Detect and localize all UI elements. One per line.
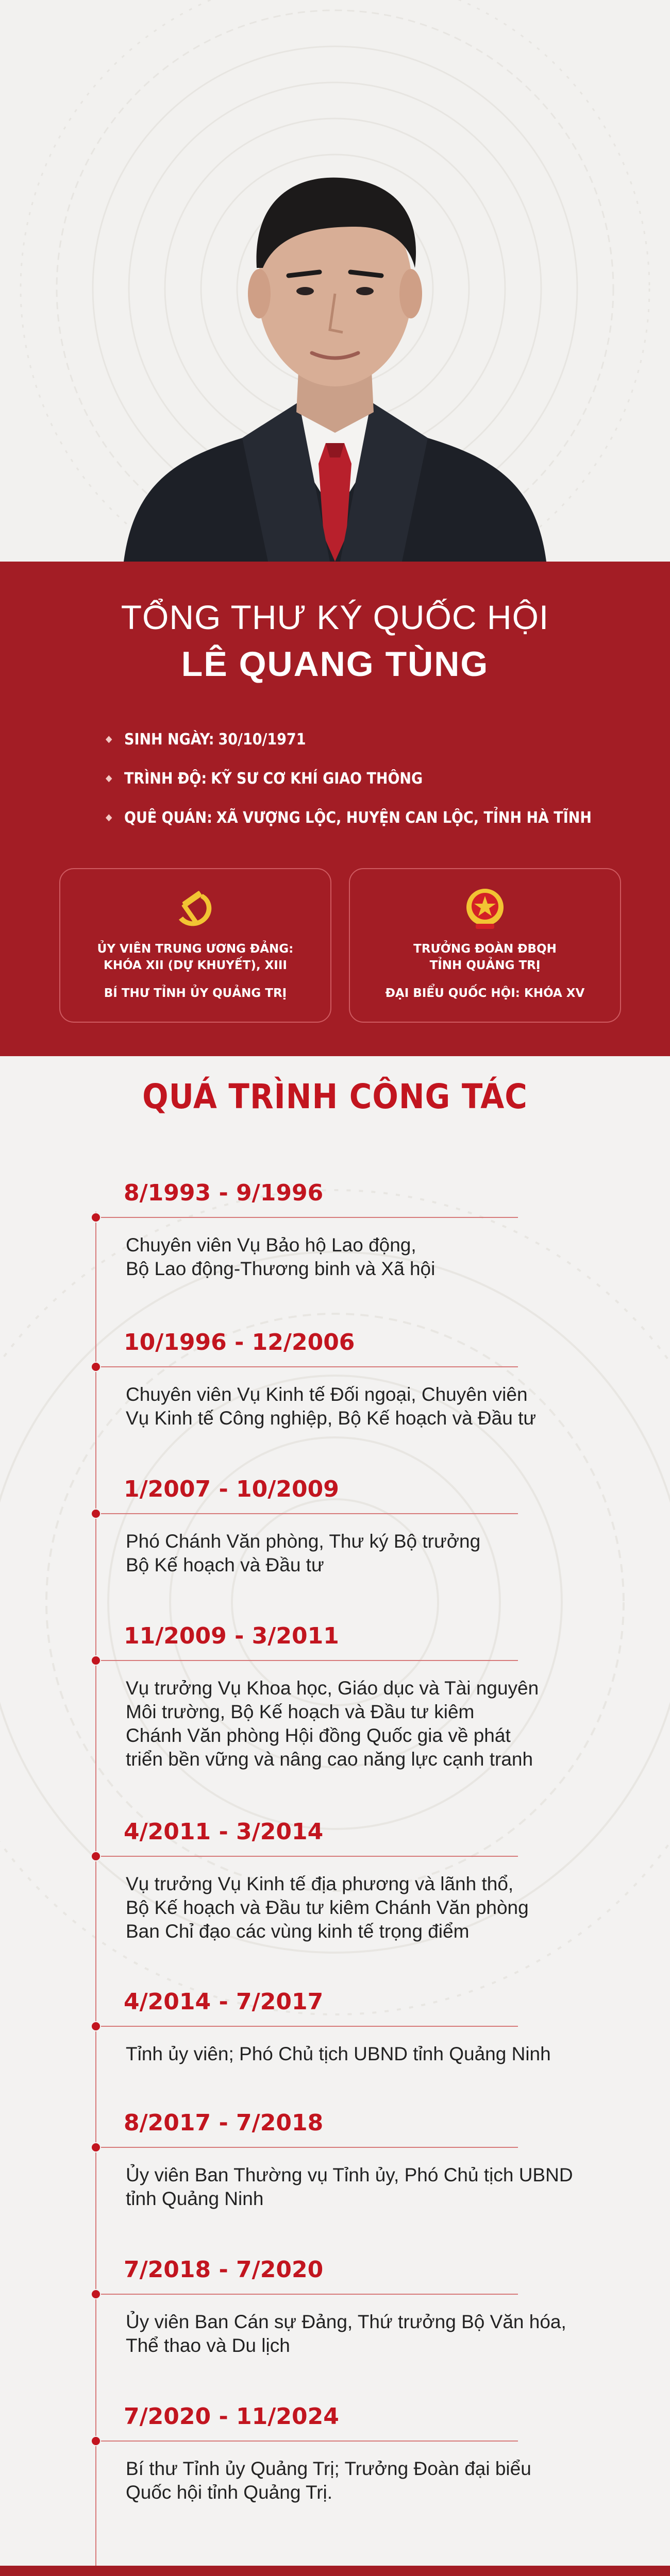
entry-date: 8/2017 - 7/2018 bbox=[124, 2110, 324, 2136]
entry-description bbox=[126, 1676, 600, 1771]
fact-hometown bbox=[106, 805, 592, 831]
desc-line: Thể thao và Du lịch bbox=[126, 2335, 290, 2356]
desc-line: Bí thư Tỉnh ủy Quảng Trị; Trưởng Đoàn đại biểu bbox=[126, 2458, 531, 2479]
desc-line: Vụ trưởng Vụ Kinh tế địa phương và lãnh thổ, bbox=[126, 1873, 514, 1894]
hero-section bbox=[0, 0, 670, 562]
fact-value: 30/10/1971 bbox=[218, 730, 306, 749]
entry-description bbox=[126, 2163, 600, 2211]
national-assembly-role-card bbox=[349, 868, 621, 1023]
entry-description bbox=[126, 1383, 600, 1430]
party-role-card bbox=[59, 868, 331, 1023]
card-line: KHÓA XII (DỰ KHUYẾT), XIII bbox=[104, 959, 287, 972]
desc-line: Ủy viên Ban Cán sự Đảng, Thứ trưởng Bộ Văn hóa, bbox=[126, 2311, 566, 2332]
entry-divider bbox=[95, 1217, 518, 1218]
entry-date: 7/2018 - 7/2020 bbox=[124, 2257, 324, 2283]
entry-date: 4/2011 - 3/2014 bbox=[124, 1819, 324, 1845]
diamond-bullet-icon: ◆ bbox=[106, 812, 112, 823]
national-emblem-icon bbox=[460, 884, 510, 933]
diamond-bullet-icon: ◆ bbox=[106, 734, 112, 744]
election-announcement-section bbox=[0, 2566, 670, 2576]
timeline-dot bbox=[91, 1362, 101, 1372]
entry-divider bbox=[95, 1513, 518, 1514]
diamond-bullet-icon: ◆ bbox=[106, 773, 112, 784]
fact-value: KỸ SƯ CƠ KHÍ GIAO THÔNG bbox=[211, 769, 423, 788]
entry-divider bbox=[95, 2147, 518, 2148]
entry-date: 10/1996 - 12/2006 bbox=[124, 1329, 355, 1355]
desc-line: Ủy viên Ban Thường vụ Tỉnh ủy, Phó Chủ tịch UBND bbox=[126, 2164, 573, 2185]
timeline-dot bbox=[91, 2436, 101, 2446]
timeline-dot bbox=[91, 2142, 101, 2153]
timeline-title: QUÁ TRÌNH CÔNG TÁC bbox=[142, 1077, 528, 1116]
fact-key: SINH NGÀY: bbox=[124, 730, 214, 749]
entry-description bbox=[126, 1872, 600, 1943]
card-line: ĐẠI BIỂU QUỐC HỘI: KHÓA XV bbox=[385, 987, 585, 1000]
entry-description bbox=[126, 1233, 600, 1281]
fact-value: XÃ VƯỢNG LỘC, HUYỆN CAN LỘC, TỈNH HÀ TĨNH bbox=[216, 808, 592, 827]
entry-description bbox=[126, 1530, 600, 1577]
desc-line: Bộ Kế hoạch và Đầu tư kiêm Chánh Văn phòng bbox=[126, 1897, 529, 1918]
entry-description bbox=[126, 2042, 600, 2066]
fact-key: QUÊ QUÁN: bbox=[124, 808, 212, 827]
desc-line: Bộ Lao động-Thương binh và Xã hội bbox=[126, 1258, 435, 1279]
entry-date: 4/2014 - 7/2017 bbox=[124, 1989, 324, 2015]
entry-date: 11/2009 - 3/2011 bbox=[124, 1623, 339, 1649]
desc-line: Quốc hội tỉnh Quảng Trị. bbox=[126, 2482, 333, 2503]
desc-line: Chánh Văn phòng Hội đồng Quốc gia về phát bbox=[126, 1725, 511, 1746]
entry-divider bbox=[95, 2026, 518, 2027]
timeline-axis bbox=[95, 1212, 96, 2566]
card-line: TRƯỞNG ĐOÀN ĐBQH bbox=[413, 942, 557, 956]
entry-date: 8/1993 - 9/1996 bbox=[124, 1180, 324, 1206]
fact-education bbox=[106, 766, 592, 791]
person-name: LÊ QUANG TÙNG bbox=[181, 645, 489, 684]
desc-line: Vụ trưởng Vụ Khoa học, Giáo dục và Tài nguyên bbox=[126, 1677, 539, 1699]
entry-date: 1/2007 - 10/2009 bbox=[124, 1476, 339, 1502]
desc-line: Phó Chánh Văn phòng, Thư ký Bộ trưởng bbox=[126, 1531, 481, 1552]
entry-description bbox=[126, 2310, 600, 2358]
desc-line: Bộ Kế hoạch và Đầu tư bbox=[126, 1554, 324, 1575]
desc-line: Chuyên viên Vụ Bảo hộ Lao động, bbox=[126, 1234, 416, 1256]
timeline-dot bbox=[91, 2021, 101, 2031]
fact-list bbox=[106, 726, 592, 844]
timeline-dot bbox=[91, 1851, 101, 1861]
career-timeline-section bbox=[0, 1056, 670, 2566]
timeline-dot bbox=[91, 1212, 101, 1223]
desc-line: Vụ Kinh tế Công nghiệp, Bộ Kế hoạch và Đầu tư bbox=[126, 1408, 537, 1429]
card-line: ỦY VIÊN TRUNG ƯƠNG ĐẢNG: bbox=[97, 942, 294, 956]
position-title: TỔNG THƯ KÝ QUỐC HỘI bbox=[121, 598, 549, 636]
portrait-le-quang-tung bbox=[113, 72, 557, 562]
entry-divider bbox=[95, 1660, 518, 1661]
desc-line: triển bền vững và nâng cao năng lực cạnh tranh bbox=[126, 1749, 533, 1770]
desc-line: tỉnh Quảng Ninh bbox=[126, 2188, 264, 2209]
desc-line: Ban Chỉ đạo các vùng kinh tế trọng điểm bbox=[126, 1921, 470, 1942]
entry-divider bbox=[95, 1856, 518, 1857]
profile-section bbox=[0, 562, 670, 1056]
desc-line: Môi trường, Bộ Kế hoạch và Đầu tư kiêm bbox=[126, 1701, 475, 1722]
entry-date: 7/2020 - 11/2024 bbox=[124, 2403, 339, 2430]
hammer-sickle-icon bbox=[171, 884, 220, 933]
fact-birthdate bbox=[106, 726, 592, 752]
entry-divider bbox=[95, 2294, 518, 2295]
fact-key: TRÌNH ĐỘ: bbox=[124, 769, 207, 788]
entry-divider bbox=[95, 1366, 518, 1367]
desc-line: Tỉnh ủy viên; Phó Chủ tịch UBND tỉnh Quảng Ninh bbox=[126, 2043, 551, 2064]
timeline-dot bbox=[91, 1509, 101, 1519]
entry-divider bbox=[95, 2441, 518, 2442]
card-line: BÍ THƯ TỈNH ỦY QUẢNG TRỊ bbox=[104, 987, 287, 1000]
card-line: TỈNH QUẢNG TRỊ bbox=[429, 959, 541, 972]
timeline-dot bbox=[91, 2289, 101, 2299]
timeline-dot bbox=[91, 1655, 101, 1666]
desc-line: Chuyên viên Vụ Kinh tế Đối ngoại, Chuyên viên bbox=[126, 1384, 528, 1405]
entry-description bbox=[126, 2457, 600, 2504]
